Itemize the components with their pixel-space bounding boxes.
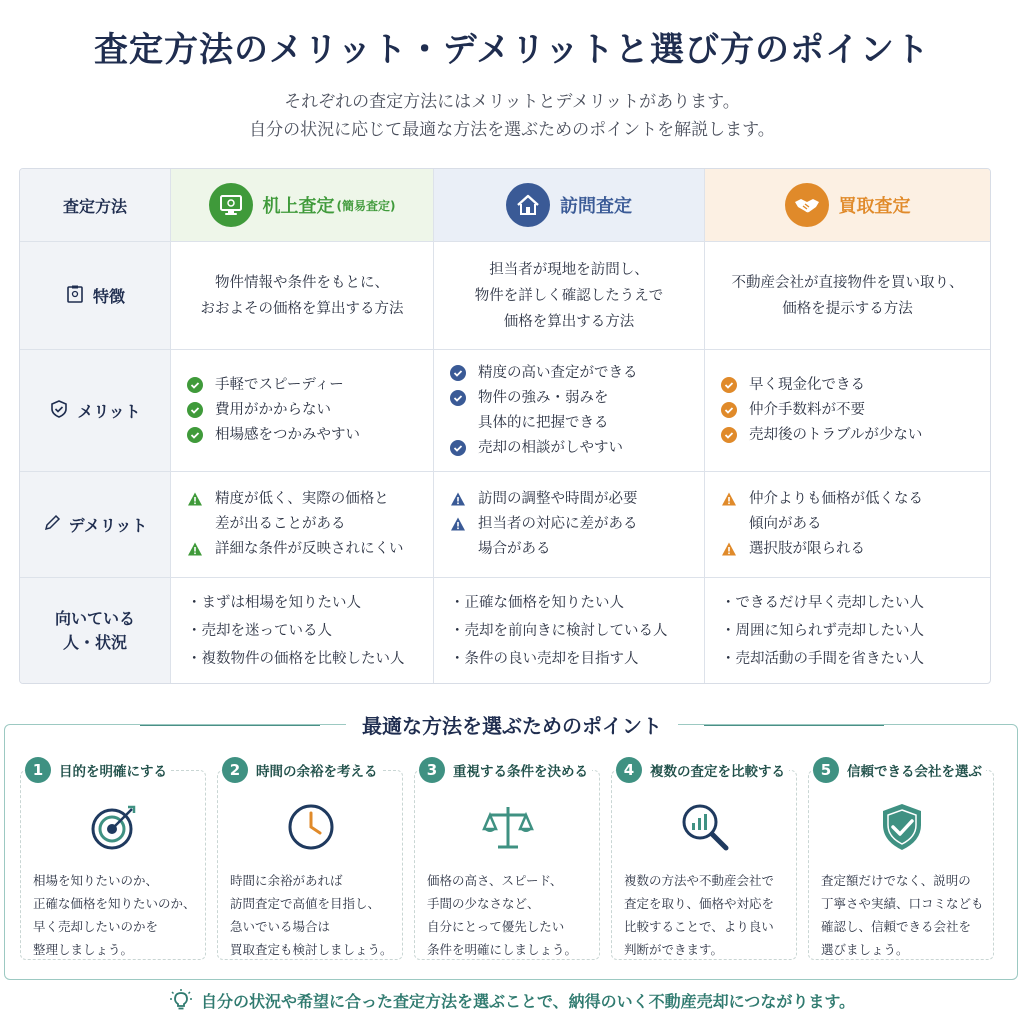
- method-header-visit: [433, 169, 704, 241]
- row-label-merits: [20, 350, 170, 471]
- point-title: 信頼できる会社を選ぶ: [847, 764, 982, 780]
- point-title: 複数の査定を比較する: [650, 764, 785, 780]
- merit-list: [187, 373, 360, 448]
- list-item-text: 売却の相談がしやすい: [478, 439, 623, 456]
- suitable-list: [721, 589, 924, 673]
- list-item: [187, 423, 360, 448]
- clipboard-icon: [65, 284, 85, 308]
- list-item-text: 早く現金化できる: [749, 377, 865, 393]
- list-item: ・売却活動の手間を省きたい人: [721, 651, 924, 667]
- point-number: 1: [25, 757, 51, 783]
- warning-icon: [450, 491, 466, 507]
- list-item-text: 相場感をつかみやすい: [215, 427, 360, 443]
- warning-icon: [187, 491, 203, 507]
- list-item-text: 訪問の調整や時間が必要: [478, 491, 638, 507]
- point-text: 査定額だけでなく、説明の 丁寧さや実績、口コミなども 確認し、信頼できる会社を 選びましょう。: [821, 873, 984, 957]
- list-item: [721, 423, 922, 448]
- check-icon: [450, 440, 466, 456]
- point-card: [808, 761, 994, 960]
- demerit-list: [187, 487, 404, 562]
- list-item: [721, 373, 922, 398]
- check-icon: [450, 390, 466, 406]
- warning-icon: [187, 541, 203, 557]
- list-item: ・できるだけ早く売却したい人: [721, 595, 924, 611]
- list-item: [187, 373, 360, 398]
- table-row-features: [20, 241, 990, 349]
- check-icon: [721, 402, 737, 418]
- list-item: ・正確な価格を知りたい人: [450, 595, 624, 611]
- list-item-text: 選択肢が限られる: [749, 541, 865, 557]
- table-row-demerits: [20, 471, 990, 577]
- target-icon: [88, 801, 140, 853]
- list-item: ・条件の良い売却を目指す人: [450, 651, 639, 667]
- row-label-suitable: [20, 578, 170, 684]
- page-subtitle: [0, 88, 1024, 144]
- method-note: (簡易査定): [336, 198, 396, 213]
- point-number: 2: [222, 757, 248, 783]
- method-name: 机上査定: [262, 196, 335, 217]
- point-card: [611, 761, 797, 960]
- list-item: [187, 398, 360, 423]
- row-label-demerits: [20, 472, 170, 577]
- list-item-text: 詳細な条件が反映されにくい: [215, 541, 404, 557]
- list-item-text: 仲介手数料が不要: [749, 402, 865, 418]
- method-name: 訪問査定: [560, 196, 632, 217]
- point-card: [414, 761, 600, 960]
- comparison-table: [19, 168, 991, 684]
- point-title: 目的を明確にする: [59, 764, 167, 780]
- row-label-text: 人・状況: [62, 633, 127, 652]
- method-header-buyout: [704, 169, 990, 241]
- list-item: ・売却を前向きに検討している人: [450, 623, 668, 639]
- list-item-text: 精度が低く、実際の価格と 差が出ることがある: [215, 491, 389, 532]
- table-row-suitable: [20, 577, 990, 684]
- point-number: 4: [616, 757, 642, 783]
- method-name: 買取査定: [838, 196, 911, 217]
- point-title: 時間の余裕を考える: [256, 764, 378, 780]
- point-text: 複数の方法や不動産会社で 査定を取り、価格や対応を 比較することで、より良い 判断ができます。: [624, 873, 775, 957]
- shield-check-icon: [49, 399, 69, 423]
- list-item: ・まずは相場を知りたい人: [187, 595, 361, 611]
- list-item-text: 精度の高い査定ができる: [478, 364, 638, 381]
- check-icon: [721, 377, 737, 393]
- check-icon: [187, 377, 203, 393]
- point-number: 3: [419, 757, 445, 783]
- house-icon: [506, 183, 550, 227]
- lightbulb-icon: [169, 988, 193, 1012]
- method-header-desk: [170, 169, 433, 241]
- point-card: [20, 761, 206, 960]
- row-label-text: 特徴: [92, 287, 125, 306]
- list-item: [721, 398, 922, 423]
- point-text: 時間に余裕があれば 訪問査定で高値を目指し、 急いでいる場合は 買取査定も検討しましょう。: [230, 873, 393, 957]
- scale-icon: [482, 801, 534, 853]
- point-text: 相場を知りたいのか、 正確な価格を知りたいのか、 早く売却したいのかを 整理しましょう。: [33, 873, 196, 957]
- list-item: ・周囲に知られず売却したい人: [721, 623, 924, 639]
- footer-note: [0, 988, 1024, 1012]
- list-item-text: 物件の強み・弱みを 具体的に把握できる: [478, 389, 609, 431]
- feature-desc: 不動産会社が直接物件を買い取り、 価格を提示する方法: [731, 274, 964, 317]
- check-icon: [187, 402, 203, 418]
- merit-list: [721, 373, 922, 448]
- list-item: [187, 537, 404, 562]
- subtitle-line: 自分の状況に応じて最適な方法を選ぶためのポイントを解説します。: [249, 120, 775, 140]
- point-number: 5: [813, 757, 839, 783]
- point-title: 重視する条件を決める: [453, 764, 588, 780]
- list-item-text: 費用がかからない: [215, 402, 331, 418]
- list-item-text: 担当者の対応に差がある 場合がある: [478, 516, 638, 557]
- list-item: [450, 361, 638, 386]
- warning-icon: [721, 491, 737, 507]
- suitable-list: [450, 589, 668, 673]
- list-item: [450, 487, 638, 512]
- demerit-list: [721, 487, 923, 562]
- demerit-list: [450, 487, 638, 562]
- list-item-text: 手軽でスピーディー: [215, 377, 344, 393]
- list-item: [187, 487, 404, 537]
- feature-desc: 物件情報や条件をもとに、 おおよその価格を算出する方法: [200, 274, 404, 317]
- list-item: [450, 436, 638, 461]
- check-icon: [187, 427, 203, 443]
- list-item-text: 仲介よりも価格が低くなる 傾向がある: [749, 491, 923, 532]
- merit-list: [450, 361, 638, 461]
- footer-text: 自分の状況や希望に合った査定方法を選ぶことで、納得のいく不動産売却につながります。: [200, 991, 856, 1011]
- warning-icon: [721, 541, 737, 557]
- row-label-text: デメリット: [68, 516, 148, 535]
- point-card: [217, 761, 403, 960]
- header-label: 査定方法: [20, 169, 170, 241]
- feature-desc: 担当者が現地を訪問し、 物件を詳しく確認したうえで 価格を算出する方法: [474, 261, 664, 330]
- page-title: 査定方法のメリット・デメリットと選び方のポイント: [94, 30, 930, 70]
- point-text: 価格の高さ、スピード、 手間の少なさなど、 自分にとって優先したい 条件を明確にしましょう。: [427, 873, 578, 957]
- row-label-text: メリット: [77, 402, 141, 421]
- magnifier-chart-icon: [679, 801, 731, 853]
- shield-check-icon: [876, 801, 928, 853]
- subtitle-line: それぞれの査定方法にはメリットとデメリットがあります。: [284, 92, 740, 112]
- points-title: 最適な方法を選ぶためのポイント: [346, 710, 678, 739]
- list-item: [721, 537, 923, 562]
- table-header-row: [20, 169, 990, 241]
- handshake-icon: [785, 183, 829, 227]
- pen-icon: [43, 514, 61, 536]
- check-icon: [450, 365, 466, 381]
- list-item: [450, 512, 638, 562]
- check-icon: [721, 427, 737, 443]
- list-item: [721, 487, 923, 537]
- clock-icon: [285, 801, 337, 853]
- warning-icon: [450, 516, 466, 532]
- computer-icon: [209, 183, 253, 227]
- row-label-text: 向いている: [54, 609, 135, 628]
- list-item-text: 売却後のトラブルが少ない: [749, 427, 923, 443]
- table-row-merits: [20, 349, 990, 471]
- suitable-list: [187, 589, 405, 673]
- list-item: [450, 386, 638, 436]
- list-item: ・売却を迷っている人: [187, 623, 332, 639]
- row-label-features: [20, 242, 170, 349]
- list-item: ・複数物件の価格を比較したい人: [187, 651, 405, 667]
